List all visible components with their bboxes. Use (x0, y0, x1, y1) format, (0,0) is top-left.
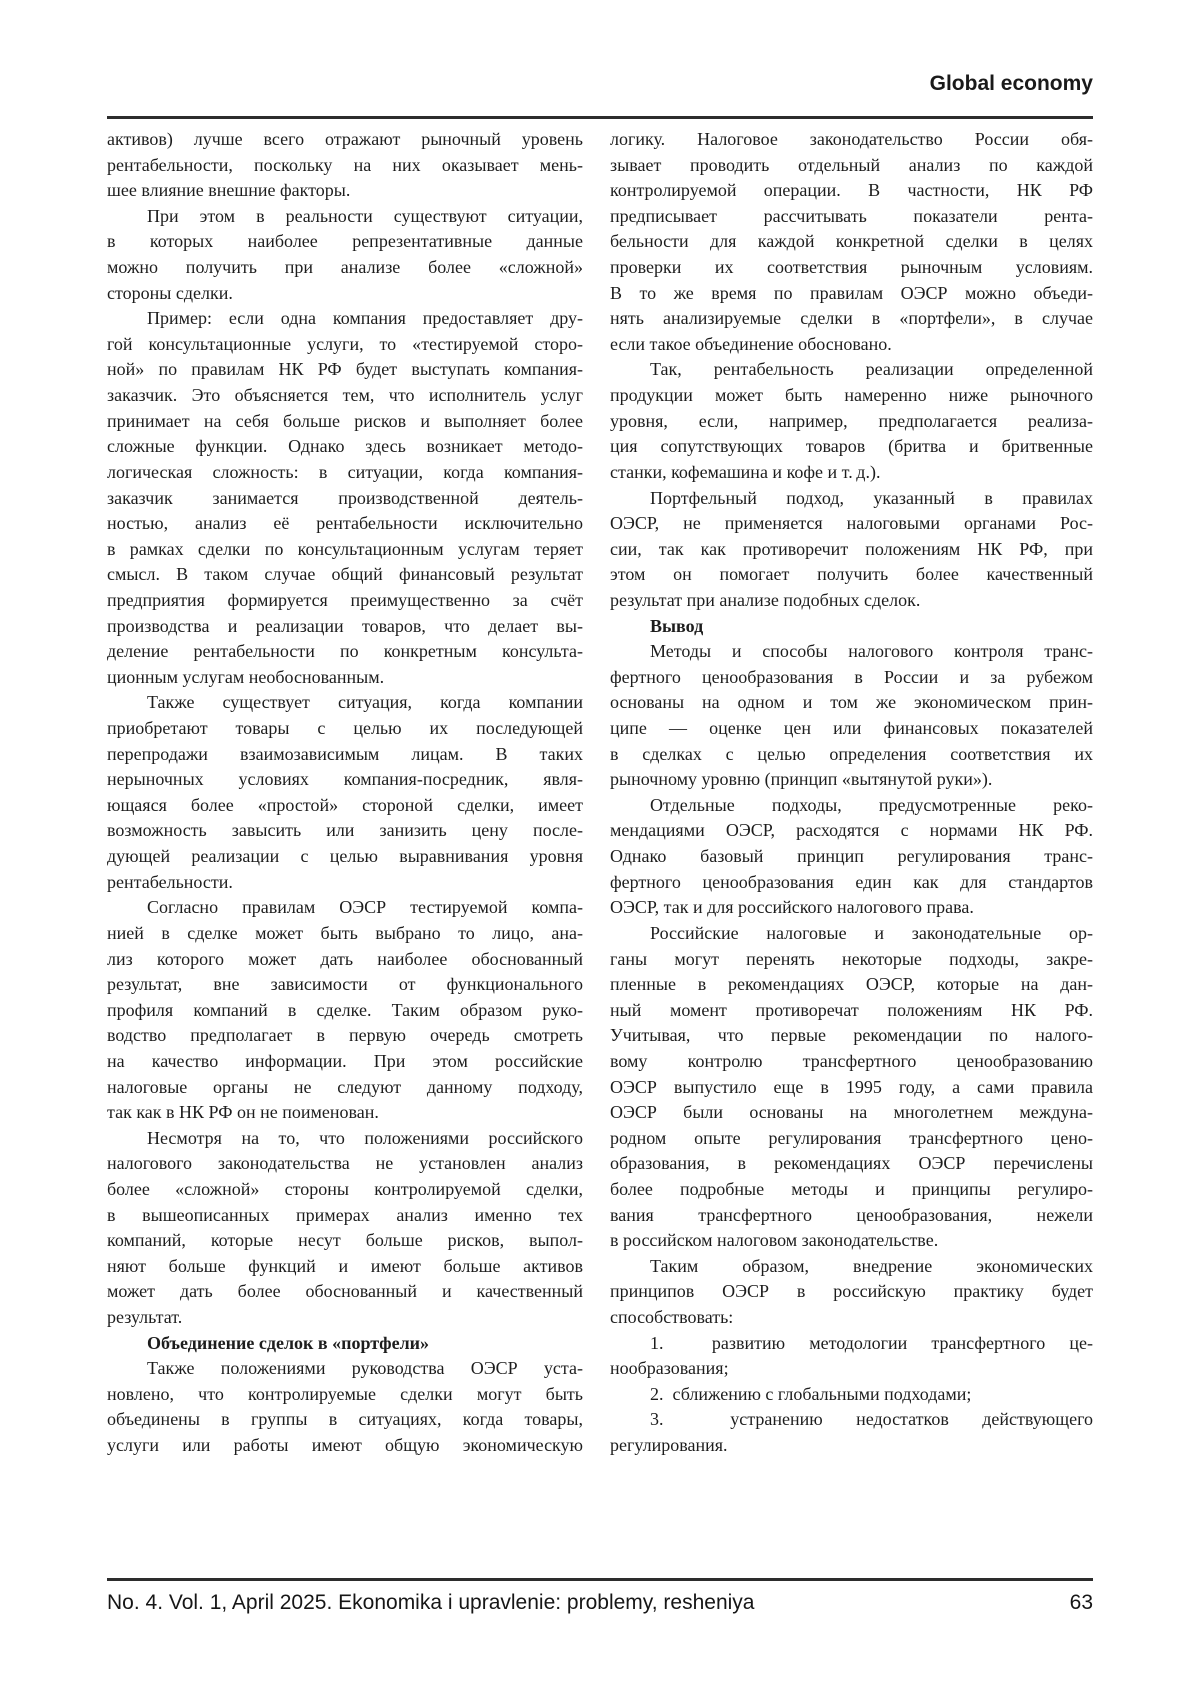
text-line: логику. Налоговое законодательство России обя- (610, 129, 1093, 149)
text-line: Также положениями руководства ОЭСР уста- (147, 1358, 583, 1379)
text-line: Отдельные подходы, предусмотренные реко- (650, 794, 1093, 815)
text-line: Несмотря на то, что положениями российского (147, 1127, 583, 1148)
text-line: гой консультационные услуги, то «тестируемой сторо- (107, 333, 583, 354)
text-line: в рамках сделки по консультационным услугам теряет (107, 538, 583, 559)
text-line: предприятия формируется преимущественно за счёт (107, 589, 583, 610)
right-column (610, 127, 1093, 1459)
text-line: результат, вне зависимости от функционального (107, 974, 583, 995)
text-line: Российские налоговые и законодательные ор- (650, 922, 1093, 943)
text-line: принципов ОЭСР в российскую практику будет (610, 1281, 1093, 1302)
text-line: способствовать: (610, 1307, 734, 1328)
text-line: основаны на одном и том же экономическом прин- (610, 692, 1093, 713)
text-line: Таким образом, внедрение экономических (650, 1255, 1093, 1276)
text-line: родном опыте регулирования трансфертного цено- (610, 1127, 1093, 1148)
subsection-heading: Объединение сделок в «портфели» (147, 1332, 430, 1353)
text-line: ция сопутствующих товаров (бритва и бритвенные (610, 436, 1093, 457)
text-line: услуги или работы имеют общую экономическую (107, 1435, 583, 1456)
text-line: 2. сближению с глобальными подходами; (650, 1383, 972, 1404)
text-line: Учитывая, что первые рекомендации по налого- (610, 1025, 1093, 1046)
text-line: активов) лучше всего отражают рыночный уровень (107, 129, 583, 149)
text-line: ционным услугам необоснованным. (107, 666, 385, 687)
text-line: Однако базовый принцип регулирования транс- (610, 846, 1093, 867)
text-line: водство предполагает в первую очередь смотреть (107, 1025, 583, 1046)
text-line: в российском налоговом законодательстве. (610, 1230, 939, 1251)
text-line: перепродажи взаимозависимым лицам. В таких (107, 743, 583, 764)
text-line: стороны сделки. (107, 282, 233, 303)
text-line: Согласно правилам ОЭСР тестируемой компа- (147, 897, 583, 918)
text-line: заказчик. Это объясняется тем, что исполнитель услуг (107, 385, 583, 406)
text-line: дующей реализации с целью выравнивания уровня (107, 846, 583, 867)
text-line: можно получить при анализе более «сложной» (107, 257, 583, 278)
page-number: 63 (1069, 1591, 1093, 1614)
text-line: ностью, анализ её рентабельности исключительно (107, 513, 583, 534)
text-line: новлено, что контролируемые сделки могут быть (107, 1383, 583, 1404)
subsection-heading: Вывод (650, 615, 704, 636)
text-line: ОЭСР выпустило еще в 1995 году, а сами правила (610, 1076, 1093, 1097)
text-line: производства и реализации товаров, что делает вы- (107, 615, 583, 636)
text-line: если такое объединение обосновано. (610, 333, 892, 354)
text-line: нерыночных условиях компания-посредник, явля- (107, 769, 583, 790)
text-line: рентабельности. (107, 871, 233, 892)
text-line: 3. устранению недостатков действующего (650, 1409, 1093, 1430)
text-line: продукции может быть намеренно ниже рыночного (610, 385, 1093, 406)
text-line: рентабельности, поскольку на них оказывает мень- (107, 154, 583, 175)
text-line: ОЭСР были основаны на многолетнем междуна- (610, 1102, 1093, 1123)
footer-rule (107, 1578, 1093, 1581)
text-line: предписывает рассчитывать показатели рента- (610, 205, 1093, 226)
text-line: налоговые органы не следуют данному подходу, (107, 1076, 583, 1097)
text-line: образования, в рекомендациях ОЭСР перечислены (610, 1153, 1093, 1174)
text-line: зывает проводить отдельный анализ по каждой (610, 154, 1093, 175)
text-line: нять анализируемые сделки в «портфели», в случае (610, 308, 1093, 329)
text-line: мендациями ОЭСР, расходятся с нормами НК РФ. (610, 820, 1093, 841)
text-line: В то же время по правилам ОЭСР можно объеди- (610, 282, 1093, 303)
text-line: Также существует ситуация, когда компании (147, 692, 583, 713)
text-line: сложные функции. Однако здесь возникает методо- (107, 436, 583, 457)
text-line: ОЭСР, не применяется налоговыми органами Рос- (610, 513, 1093, 534)
text-line: нией в сделке может быть выбрано то лицо, ана- (107, 922, 583, 943)
text-line: няют больше функций и имеют больше активов (107, 1255, 583, 1276)
header-rule (107, 116, 1093, 119)
text-line: Так, рентабельность реализации определенной (650, 359, 1093, 380)
text-line: деление рентабельности по конкретным консульта- (107, 641, 583, 662)
text-line: Пример: если одна компания предоставляет дру- (147, 308, 583, 329)
text-line: Портфельный подход, указанный в правилах (650, 487, 1093, 508)
left-column (107, 127, 583, 1459)
text-line: пленные в рекомендациях ОЭСР, которые на дан- (610, 974, 1093, 995)
text-line: фертного ценообразования един как для стандартов (610, 871, 1093, 892)
text-line: результат при анализе подобных сделок. (610, 589, 921, 610)
text-line: вому контролю трансфертного ценообразованию (610, 1050, 1093, 1071)
page-footer (107, 1591, 1093, 1615)
text-line: профиля компаний в сделке. Таким образом руко- (107, 999, 583, 1020)
text-line: объединены в группы в ситуациях, когда товары, (107, 1409, 583, 1430)
text-line: более «сложной» стороны контролируемой сделки, (107, 1178, 583, 1199)
text-line: Методы и способы налогового контроля транс- (650, 641, 1093, 662)
text-line: ОЭСР, так и для российского налогового права. (610, 897, 974, 918)
text-line: заказчик занимается производственной деятель- (107, 487, 583, 508)
text-line: налогового законодательства не установлен анализ (107, 1153, 583, 1174)
text-line: ганы могут перенять некоторые подходы, закре- (610, 948, 1093, 969)
text-line: шее влияние внешние факторы. (107, 180, 351, 201)
text-line: возможность завысить или занизить цену после- (107, 820, 583, 841)
text-line: рыночному уровню (принцип «вытянутой руки»). (610, 769, 993, 790)
text-line: в вышеописанных примерах анализ именно тех (107, 1204, 583, 1225)
text-line: логическая сложность: в ситуации, когда компания- (107, 461, 583, 482)
text-line: ципе — оценке цен или финансовых показателей (610, 718, 1093, 739)
text-line: станки, кофемашина и кофе и т. д.). (610, 461, 881, 482)
text-line: 1. развитию методологии трансфертного це- (650, 1332, 1093, 1353)
text-line: уровня, если, например, предполагается реализа- (610, 410, 1093, 431)
text-line: результат. (107, 1307, 183, 1328)
text-line: принимает на себя больше рисков и выполняет более (107, 410, 583, 431)
text-line: ный момент противоречат положениям НК РФ. (610, 999, 1093, 1020)
text-line: так как в НК РФ он не поименован. (107, 1102, 379, 1123)
text-line: этом он помогает получить более качественный (610, 564, 1093, 585)
text-line: на качество информации. При этом российские (107, 1050, 583, 1071)
journal-citation: No. 4. Vol. 1, April 2025. Ekonomika i upravlenie: problemy, resheniya (107, 1591, 755, 1614)
text-line: При этом в реальности существуют ситуации, (147, 205, 583, 226)
text-line: смысл. В таком случае общий финансовый результат (107, 564, 583, 585)
text-line: фертного ценообразования в России и за рубежом (610, 666, 1093, 687)
text-line: контролируемой операции. В частности, НК РФ (610, 180, 1093, 201)
text-line: компаний, которые несут больше рисков, выпол- (107, 1230, 583, 1251)
section-header: Global economy (929, 72, 1093, 95)
text-line: может дать более обоснованный и качественный (107, 1281, 583, 1302)
text-line: сии, так как противоречит положениям НК РФ, при (610, 538, 1093, 559)
text-line: более подробные методы и принципы регулиро- (610, 1178, 1093, 1199)
text-line: проверки их соответствия рыночным условиям. (610, 257, 1093, 278)
text-line: бельности для каждой конкретной сделки в целях (610, 231, 1093, 252)
text-line: ной» по правилам НК РФ будет выступать компания- (107, 359, 583, 380)
text-line: нообразования; (610, 1358, 729, 1379)
text-line: регулирования. (610, 1435, 728, 1456)
text-line: приобретают товары с целью их последующей (107, 718, 583, 739)
article-body (107, 127, 1093, 1459)
text-line: в сделках с целью определения соответствия их (610, 743, 1093, 764)
text-line: в которых наиболее репрезентативные данные (107, 231, 583, 252)
text-line: вания трансфертного ценообразования, нежели (610, 1204, 1093, 1225)
text-line: ющаяся более «простой» стороной сделки, имеет (107, 794, 583, 815)
text-line: лиз которого может дать наиболее обоснованный (107, 948, 583, 969)
